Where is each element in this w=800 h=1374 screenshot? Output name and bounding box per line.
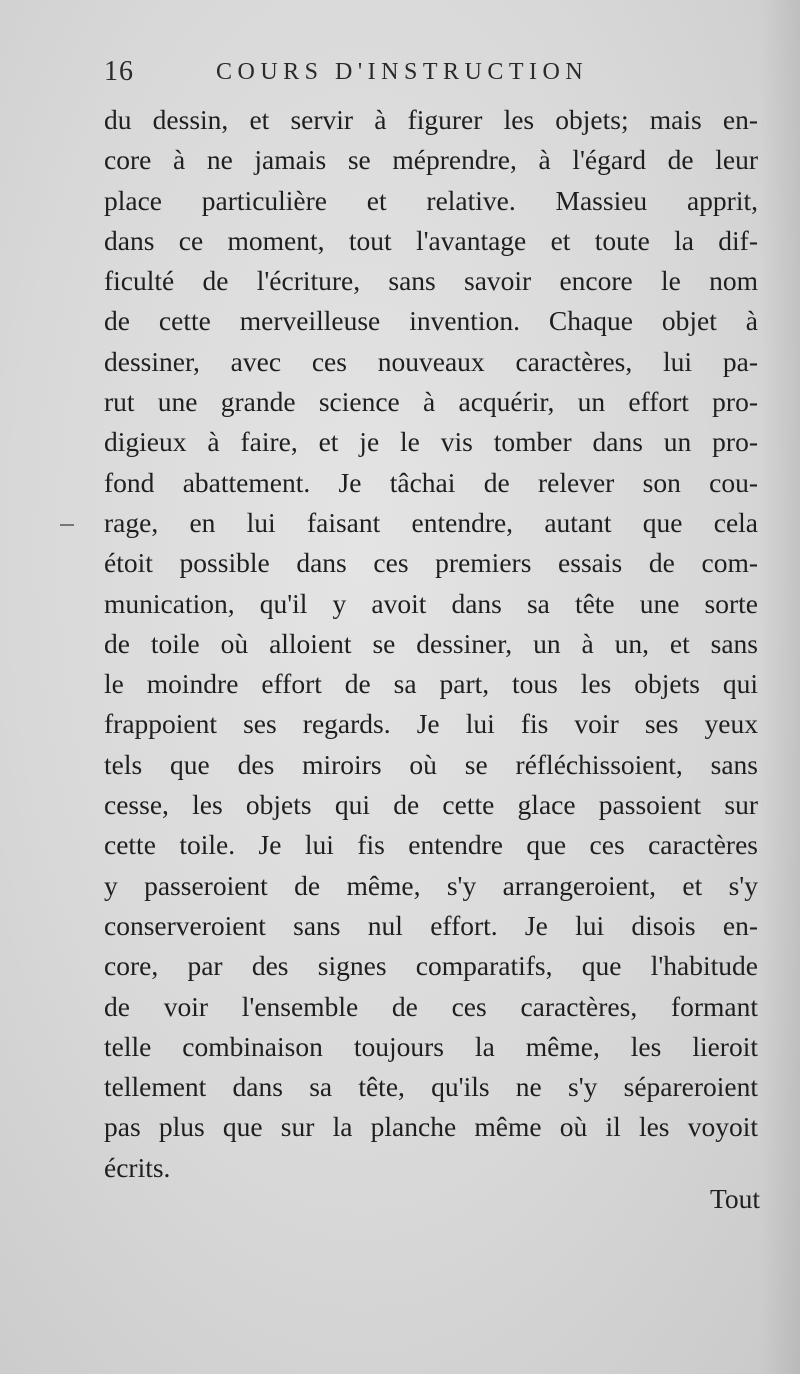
text-line: munication, qu'il y avoit dans sa tête une sorte [104, 587, 758, 619]
text-line: de voir l'ensemble de ces caractères, formant [104, 990, 758, 1022]
text-line: place particulière et relative. Massieu apprit, [104, 184, 758, 216]
page-number: 16 [104, 56, 134, 87]
running-title: COURS D'INSTRUCTION [216, 59, 589, 85]
text-line: core à ne jamais se méprendre, à l'égard de leur [104, 144, 758, 176]
margin-mark [60, 524, 74, 526]
text-line: core, par des signes comparatifs, que l'habitude [104, 950, 758, 982]
text-line: dans ce moment, tout l'avantage et toute la dif- [104, 224, 758, 256]
text-line: frappoient ses regards. Je lui fis voir ses yeux [104, 708, 758, 740]
text-line: cesse, les objets qui de cette glace passoient sur [104, 789, 758, 821]
running-head [104, 56, 704, 90]
text-line: telle combinaison toujours la même, les lieroit [104, 1030, 758, 1062]
text-line: y passeroient de même, s'y arrangeroient, et s'y [104, 869, 758, 901]
text-line: écrits. [104, 1151, 171, 1183]
text-line: rage, en lui faisant entendre, autant que cela [104, 506, 758, 538]
text-line: dessiner, avec ces nouveaux caractères, lui pa- [104, 345, 758, 377]
text-line: rut une grande science à acquérir, un effort pro- [104, 386, 758, 418]
text-line: de toile où alloient se dessiner, un à un, et sans [104, 627, 758, 659]
catchword: Tout [709, 1183, 760, 1214]
text-line: le moindre effort de sa part, tous les objets qui [104, 668, 758, 700]
text-line: tels que des miroirs où se réfléchissoient, sans [104, 748, 758, 780]
text-line: de cette merveilleuse invention. Chaque objet à [104, 305, 758, 337]
body-text [104, 100, 758, 1188]
text-line: fond abattement. Je tâchai de relever son cou- [104, 466, 758, 498]
text-line: conserveroient sans nul effort. Je lui disois en- [104, 909, 758, 941]
text-line: étoit possible dans ces premiers essais de com- [104, 547, 758, 579]
text-line: pas plus que sur la planche même où il les voyoit [104, 1111, 758, 1143]
text-line: ficulté de l'écriture, sans savoir encore le nom [104, 265, 758, 297]
text-line: cette toile. Je lui fis entendre que ces caractères [104, 829, 758, 861]
text-line: du dessin, et servir à figurer les objets; mais en- [104, 104, 758, 135]
text-line: tellement dans sa tête, qu'ils ne s'y sépareroient [104, 1071, 758, 1103]
page-edge-shadow [760, 0, 800, 1374]
text-line: digieux à faire, et je le vis tomber dans un pro- [104, 426, 758, 458]
